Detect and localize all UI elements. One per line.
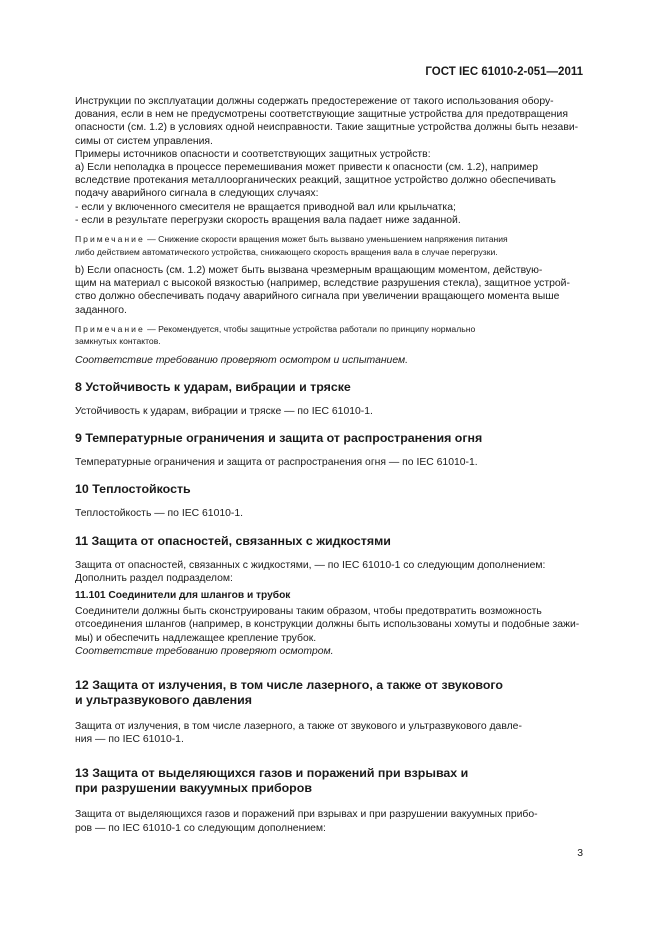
text-line: Защита от излучения, в том числе лазерного, а также от звукового и ультразвукового давле- — [75, 721, 522, 733]
compliance-note: Соответствие требованию проверяют осмотром. — [75, 645, 334, 657]
heading-line: при разрушении вакуумных приборов — [75, 781, 312, 796]
text-line: ров — по IEC 61010-1 со следующим дополнением: — [75, 822, 326, 834]
text-line: подачу аварийного сигнала в следующих случаях: — [75, 188, 319, 200]
text-line: симы от систем управления. — [75, 135, 213, 147]
section-11-text — [75, 559, 583, 585]
section-8-text: Устойчивость к ударам, вибрации и тряске — по IEC 61010-1. — [75, 406, 373, 418]
text-line: b) Если опасность (см. 1.2) может быть вызвана чрезмерным вращающим моментом, действую- — [75, 265, 543, 277]
text-line: ния — по IEC 61010-1. — [75, 734, 184, 746]
section-12-text — [75, 720, 583, 746]
note-lead: Примечание — [75, 323, 145, 334]
page-content — [75, 95, 583, 835]
item-a — [75, 161, 583, 201]
text-line: заданного. — [75, 304, 127, 316]
paragraph-instructions — [75, 95, 583, 148]
note-1 — [75, 233, 583, 258]
section-10-heading: 10 Теплостойкость — [75, 482, 191, 497]
text-line: щим на материал с высокой вязкостью (например, вследствие разрушения стекла), защитное устрой- — [75, 278, 570, 290]
text-line: Инструкции по эксплуатации должны содержать предостережение от такого использования обору- — [75, 96, 554, 107]
text-line: опасности (см. 1.2) в условиях одной неисправности. Такие защитные устройства должны быть незави- — [75, 122, 579, 134]
section-11-heading: 11 Защита от опасностей, связанных с жидкостями — [75, 533, 391, 548]
text-line: ство должно обеспечивать подачу аварийного сигнала при увеличении вращающего момента выше — [75, 291, 560, 303]
heading-line: 13 Защита от выделяющихся газов и поражений при взрывах и — [75, 766, 469, 781]
note-text: замкнутых контактов. — [75, 336, 161, 347]
section-13-heading — [75, 766, 583, 796]
note-2 — [75, 323, 583, 348]
text-line: мы) и обеспечить надлежащее крепление трубок. — [75, 632, 317, 644]
text-line: отсоединения шлангов (например, в конструкции должны быть использованы хомуты и подобные зажи- — [75, 619, 580, 631]
section-13-text — [75, 808, 583, 834]
subsection-11-101-text — [75, 605, 583, 645]
paragraph-examples — [75, 148, 583, 161]
text-line: вследствие протекания металлоорганических реакций, защитное устройство должно обеспечивать — [75, 175, 556, 187]
section-9-heading: 9 Температурные ограничения и защита от распространения огня — [75, 431, 483, 446]
text-line: Защита от выделяющихся газов и поражений при взрывах и при разрушении вакуумных прибо- — [75, 809, 538, 821]
note-text: — Рекомендуется, чтобы защитные устройства работали по принципу нормально — [144, 323, 476, 334]
section-9-text: Температурные ограничения и защита от распространения огня — по IEC 61010-1. — [75, 457, 478, 469]
section-8-heading: 8 Устойчивость к ударам, вибрации и тряске — [75, 380, 351, 395]
heading-line: и ультразвукового давления — [75, 693, 253, 708]
text-line: дования, если в нем не предусмотрены соответствующие защитные устройства для предотвращения — [75, 109, 568, 121]
note-text: либо действием автоматического устройства, снижающего скорость вращения вала в случае перегрузки. — [75, 246, 498, 257]
note-lead: Примечание — [75, 234, 145, 245]
page-number: 3 — [577, 848, 583, 859]
section-10-text: Теплостойкость — по IEC 61010-1. — [75, 508, 244, 520]
text-line: Дополнить раздел подразделом: — [75, 572, 233, 584]
compliance-note: Соответствие требованию проверяют осмотром и испытанием. — [75, 354, 409, 366]
subsection-11-101-heading: 11.101 Соединители для шлангов и трубок — [75, 590, 291, 602]
text-line: Соединители должны быть сконструированы таким образом, чтобы предотвратить возможность — [75, 606, 542, 618]
text-line: а) Если неполадка в процессе перемешивания может привести к опасности (см. 1.2), например — [75, 162, 538, 174]
heading-line: 12 Защита от излучения, в том числе лазерного, а также от звукового — [75, 678, 504, 693]
text-line: Защита от опасностей, связанных с жидкостями, — по IEC 61010-1 со следующим дополнением: — [75, 559, 546, 571]
document-header: ГОСТ IEC 61010-2-051—2011 — [425, 66, 583, 78]
list-item: - если у включенного смесителя не вращается приводной вал или крыльчатка; — [75, 201, 456, 213]
section-12-heading — [75, 678, 583, 708]
list-item: - если в результате перегрузки скорость вращения вала падает ниже заданной. — [75, 214, 461, 226]
item-b — [75, 264, 583, 317]
text-line: Примеры источников опасности и соответствующих защитных устройств: — [75, 148, 431, 160]
note-text: — Снижение скорости вращения может быть вызвано уменьшением напряжения питания — [144, 234, 508, 245]
